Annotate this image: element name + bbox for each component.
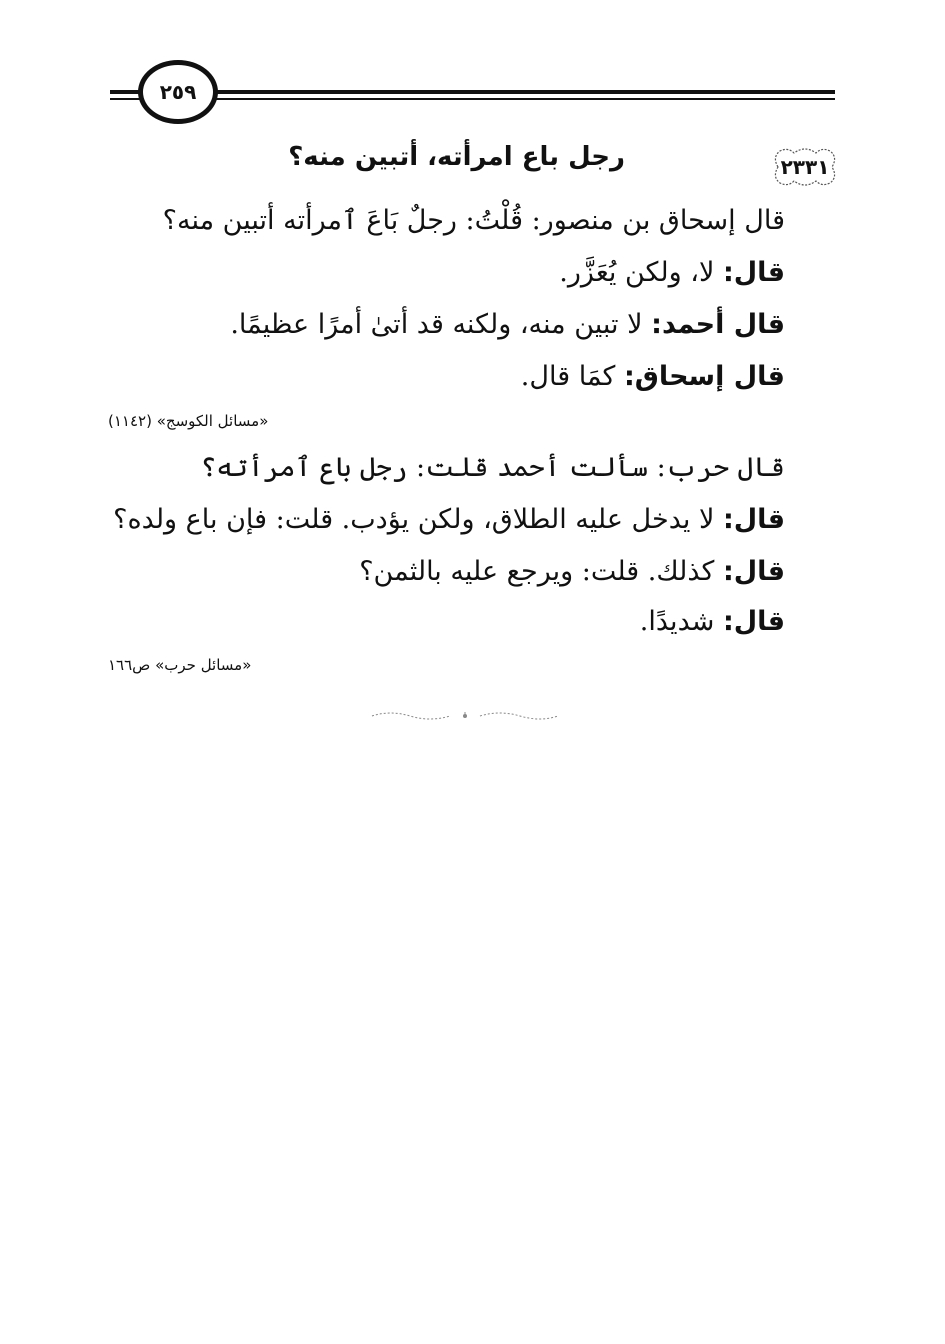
text-line (521, 361, 785, 392)
entry-number-badge (770, 145, 840, 189)
text-line (640, 606, 785, 637)
speaker-label: قال: (722, 504, 785, 535)
source-citation: «مسائل حرب» ص١٦٦ (108, 656, 252, 674)
text-line (113, 504, 785, 535)
entry-number: ٢٣٣١ (780, 155, 830, 179)
speaker-label: قال إسحاق: (624, 361, 785, 392)
line-text: كمَا قال. (520, 361, 624, 392)
text-line (359, 556, 785, 587)
text-line (163, 205, 785, 236)
end-ornament-icon (370, 708, 560, 722)
page-number: ٢٥٩ (159, 80, 197, 104)
line-text: قال حرب: سألت أحمد قلت: رجل باع ٱمرأته؟ (200, 452, 785, 483)
line-text: لا تبين منه، ولكنه قد أتىٰ أمرًا عظيمًا. (230, 309, 652, 340)
line-text: كذلك. قلت: ويرجع عليه بالثمن؟ (359, 556, 723, 587)
source-citation: «مسائل الكوسج» (١١٤٢) (108, 412, 269, 430)
line-text: لا، ولكن يُعَزَّر. (559, 257, 723, 288)
text-line (559, 257, 785, 288)
header-rule-thin (215, 98, 835, 100)
text-line (200, 452, 785, 483)
header-rule (215, 90, 835, 94)
line-text: لا يدخل عليه الطلاق، ولكن يؤدب. قلت: فإن باع ولده؟ (113, 504, 723, 535)
speaker-label: قال: (722, 606, 785, 637)
text-line (230, 309, 785, 340)
entry-heading: رجل باع امرأته، أتبين منه؟ (288, 142, 625, 172)
line-text: قال إسحاق بن منصور: قُلْتُ: رجلٌ بَاعَ ٱمرأته أتبين منه؟ (162, 205, 785, 236)
line-text: شديدًا. (639, 606, 723, 637)
header-rule-left-thin (110, 98, 142, 100)
speaker-label: قال: (722, 556, 785, 587)
speaker-label: قال أحمد: (651, 309, 785, 340)
speaker-label: قال: (722, 257, 785, 288)
page-number-oval (138, 60, 218, 124)
